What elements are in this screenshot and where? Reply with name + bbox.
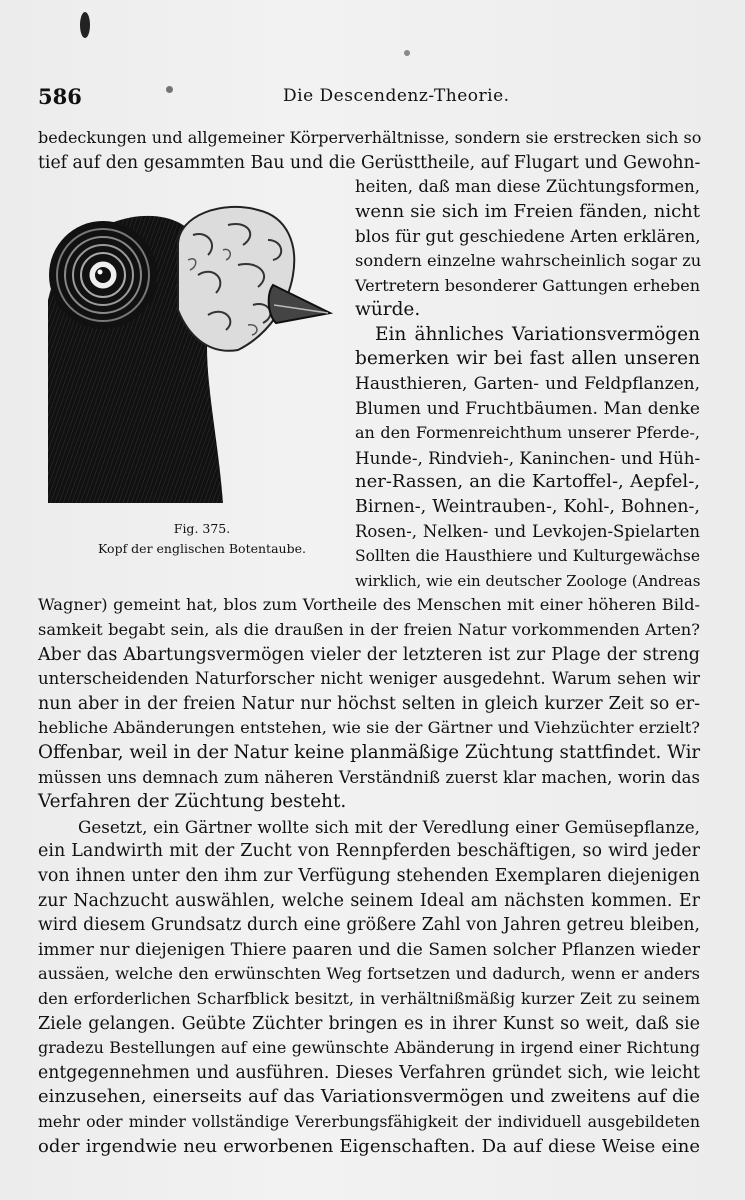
- beak-wattle: [178, 207, 294, 351]
- text-line: wenn sie sich im Freien fänden, nicht: [355, 200, 700, 222]
- text-line: Offenbar, weil in der Natur keine planmäßige Züchtung stattfindet. Wir: [38, 742, 701, 763]
- figure-caption: Kopf der englischen Botentaube.: [98, 541, 306, 556]
- text-line: gradezu Bestellungen auf eine gewünschte Abänderung in irgend einer Richtung: [38, 1038, 700, 1058]
- text-line: Vertretern besonderer Gattungen erheben: [355, 275, 700, 295]
- text-line: entgegennehmen und ausführen. Dieses Verfahren gründet sich, wie leicht: [38, 1062, 700, 1083]
- beak: [269, 285, 330, 323]
- pigeon-head-illustration: [48, 205, 333, 505]
- text-line: heiten, daß man diese Züchtungsformen,: [355, 177, 700, 197]
- text-line: blos für gut geschiedene Arten erklären,: [355, 226, 701, 247]
- text-line: Birnen-, Weintrauben-, Kohl-, Bohnen-,: [355, 497, 700, 517]
- text-line: hebliche Abänderungen entstehen, wie sie der Gärtner und Viehzüchter erzielt?: [38, 718, 700, 738]
- text-line: von ihnen unter den ihm zur Verfügung stehenden Exemplaren diejenigen: [38, 866, 700, 886]
- text-line: Ziele gelangen. Geübte Züchter bringen es in ihrer Kunst so weit, daß sie: [38, 1013, 700, 1034]
- text-line: Aber das Abartungsvermögen vieler der letzteren ist zur Plage der streng: [38, 644, 700, 665]
- text-line: bedeckungen und allgemeiner Körperverhältnisse, sondern sie erstrecken sich so: [38, 128, 702, 147]
- text-line: Hausthieren, Garten- und Feldpflanzen,: [355, 374, 700, 394]
- page-header: [38, 84, 698, 114]
- text-line: unterscheidenden Naturforscher nicht weniger ausgedehnt. Warum sehen wir: [38, 669, 700, 689]
- text-line: mehr oder minder vollständige Vererbungsfähigkeit der individuell ausgebildeten: [38, 1112, 700, 1131]
- page-number: 586: [38, 84, 82, 109]
- text-line: müssen uns demnach zum näheren Verständniß zuerst klar machen, worin das: [38, 767, 700, 787]
- text-line: wirklich, wie ein deutscher Zoologe (Andreas: [355, 571, 701, 590]
- text-line: Rosen-, Nelken- und Levkojen-Spielarten: [355, 521, 700, 541]
- text-line: Verfahren der Züchtung besteht.: [38, 791, 347, 813]
- text-line: Ein ähnliches Variationsvermögen: [375, 323, 700, 345]
- text-line: oder irgendwie neu erworbenen Eigenschaften. Da auf diese Weise eine: [38, 1135, 700, 1157]
- ink-spot: [404, 50, 410, 56]
- text-line: sondern einzelne wahrscheinlich sogar zu: [355, 251, 702, 270]
- text-line: den erforderlichen Scharfblick besitzt, in verhältnißmäßig kurzer Zeit zu seinem: [38, 989, 700, 1008]
- text-line: tief auf den gesammten Bau und die Gerüsttheile, auf Flugart und Gewohn-: [38, 152, 701, 173]
- text-line: ein Landwirth mit der Zucht von Rennpferden beschäftigen, so wird jeder: [38, 841, 700, 862]
- text-line: ner-Rassen, an die Kartoffel-, Aepfel-,: [355, 471, 700, 493]
- text-line: aussäen, welche den erwünschten Weg fortsetzen und dadurch, wenn er anders: [38, 964, 700, 984]
- running-head: Die Descendenz-Theorie.: [283, 86, 510, 106]
- text-line: wird diesem Grundsatz durch eine größere Zahl von Jahren getreu bleiben,: [38, 915, 700, 936]
- text-line: bemerken wir bei fast allen unseren: [355, 348, 700, 370]
- text-line: zur Nachzucht auswählen, welche seinem Ideal am nächsten kommen. Er: [38, 890, 700, 911]
- text-line: würde.: [355, 299, 421, 321]
- text-line: einzusehen, einerseits auf das Variationsvermögen und zweitens auf die: [38, 1086, 700, 1108]
- eye-wattle: [49, 221, 157, 329]
- text-line: an den Formenreichthum unserer Pferde-,: [355, 423, 700, 443]
- text-line: Wagner) gemeint hat, blos zum Vortheile des Menschen mit einer höheren Bild-: [38, 595, 700, 615]
- ink-blot: [80, 12, 90, 38]
- text-line: Blumen und Fruchtbäumen. Man denke: [355, 398, 700, 419]
- figure-label: Fig. 375.: [173, 521, 231, 536]
- text-line: Gesetzt, ein Gärtner wollte sich mit der Veredlung einer Gemüsepflanze,: [78, 816, 700, 837]
- text-line: Hunde-, Rindvieh-, Kaninchen- und Hüh-: [355, 447, 701, 468]
- text-line: nun aber in der freien Natur nur höchst selten in gleich kurzer Zeit so er-: [38, 693, 700, 714]
- text-line: Sollten die Hausthiere und Kulturgewächse: [355, 547, 700, 566]
- text-line: samkeit begabt sein, als die draußen in der freien Natur vorkommenden Arten?: [38, 620, 700, 639]
- text-line: immer nur diejenigen Thiere paaren und die Samen solcher Pflanzen wieder: [38, 939, 700, 960]
